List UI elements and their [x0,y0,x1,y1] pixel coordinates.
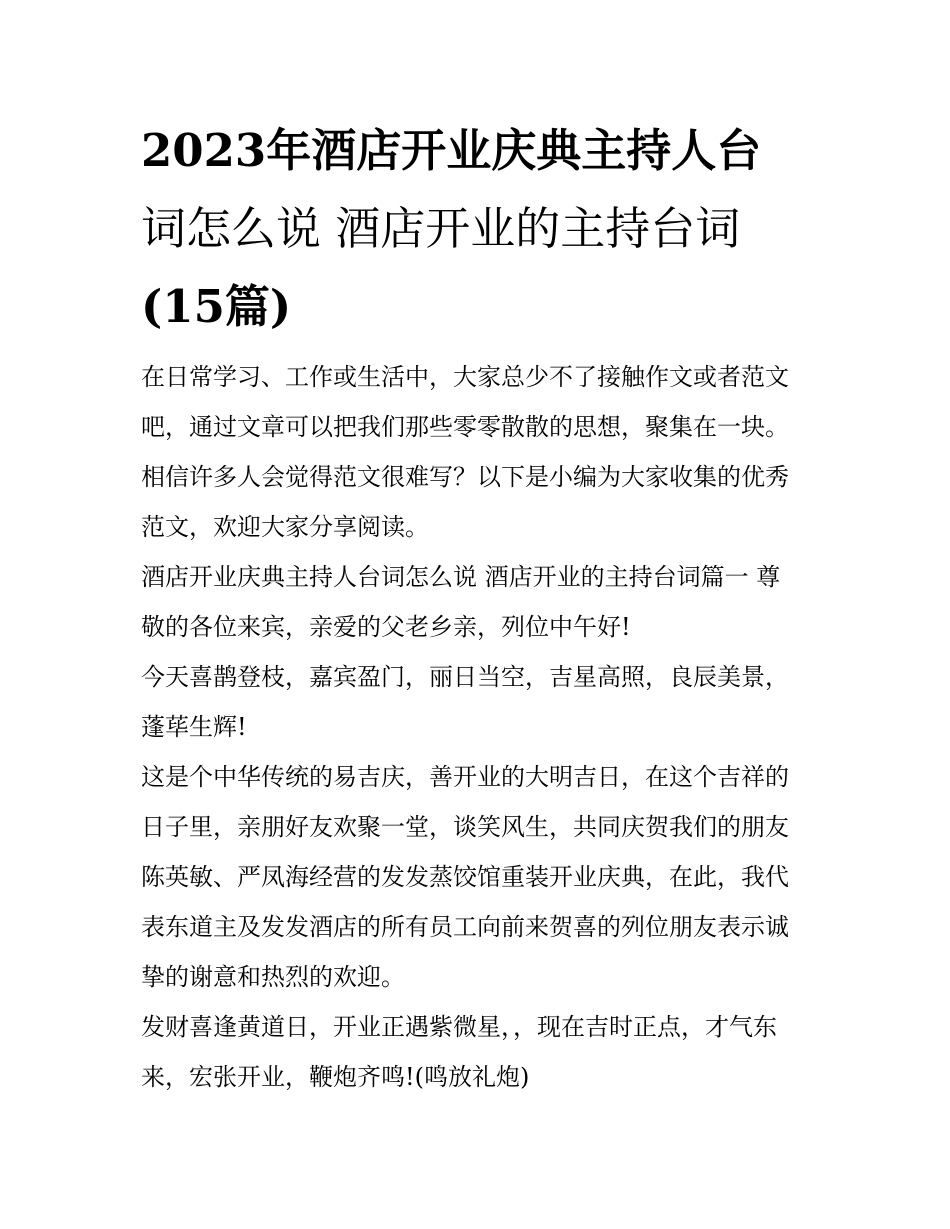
paragraph-line: 挚的谢意和热烈的欢迎。 [141,963,405,991]
paragraph-opening [141,1002,816,1102]
document-body [141,112,816,1102]
title-line: (15篇) [141,280,292,333]
paragraph-line: 发财喜逢黄道日，开业正遇紫微星，，现在吉时正点，才气东 [141,1013,777,1041]
paragraph-line: 敬的各位来宾，亲爱的父老乡亲，列位中午好! [141,613,631,641]
title-line-text: 词怎么说 酒店开业的主持台词 [141,202,741,255]
document-title [141,112,816,346]
title-line [141,190,816,268]
paragraph-line: 相信许多人会觉得范文很难写？以下是小编为大家收集的优秀 [141,463,789,491]
paragraph-greeting [141,552,816,652]
paragraph-intro [141,352,816,552]
paragraph-blessing [141,652,816,752]
paragraph-line: 范文，欢迎大家分享阅读。 [141,513,429,541]
title-line: 2023年酒店开业庆典主持人台 [141,124,762,177]
paragraph-welcome [141,752,816,1002]
paragraph-line: 日子里，亲朋好友欢聚一堂，谈笑风生，共同庆贺我们的朋友 [141,813,789,841]
paragraph-line: 陈英敏、严凤海经营的发发蒸饺馆重装开业庆典，在此，我代 [141,863,789,891]
paragraph-line: 今天喜鹊登枝，嘉宾盈门，丽日当空，吉星高照，良辰美景， [141,663,789,691]
paragraph-line: 来，宏张开业，鞭炮齐鸣!(鸣放礼炮) [141,1063,530,1091]
paragraph-line: 吧，通过文章可以把我们那些零零散散的思想，聚集在一块。 [141,413,789,441]
paragraph-line: 这是个中华传统的易吉庆，善开业的大明吉日，在这个吉祥的 [141,763,789,791]
paragraph-line: 蓬荜生辉! [141,713,247,741]
paragraph-line: 表东道主及发发酒店的所有员工向前来贺喜的列位朋友表示诚 [141,913,789,941]
paragraph-line: 酒店开业庆典主持人台词怎么说 酒店开业的主持台词篇一 尊 [141,563,781,591]
paragraph-line: 在日常学习、工作或生活中，大家总少不了接触作文或者范文 [141,363,789,391]
